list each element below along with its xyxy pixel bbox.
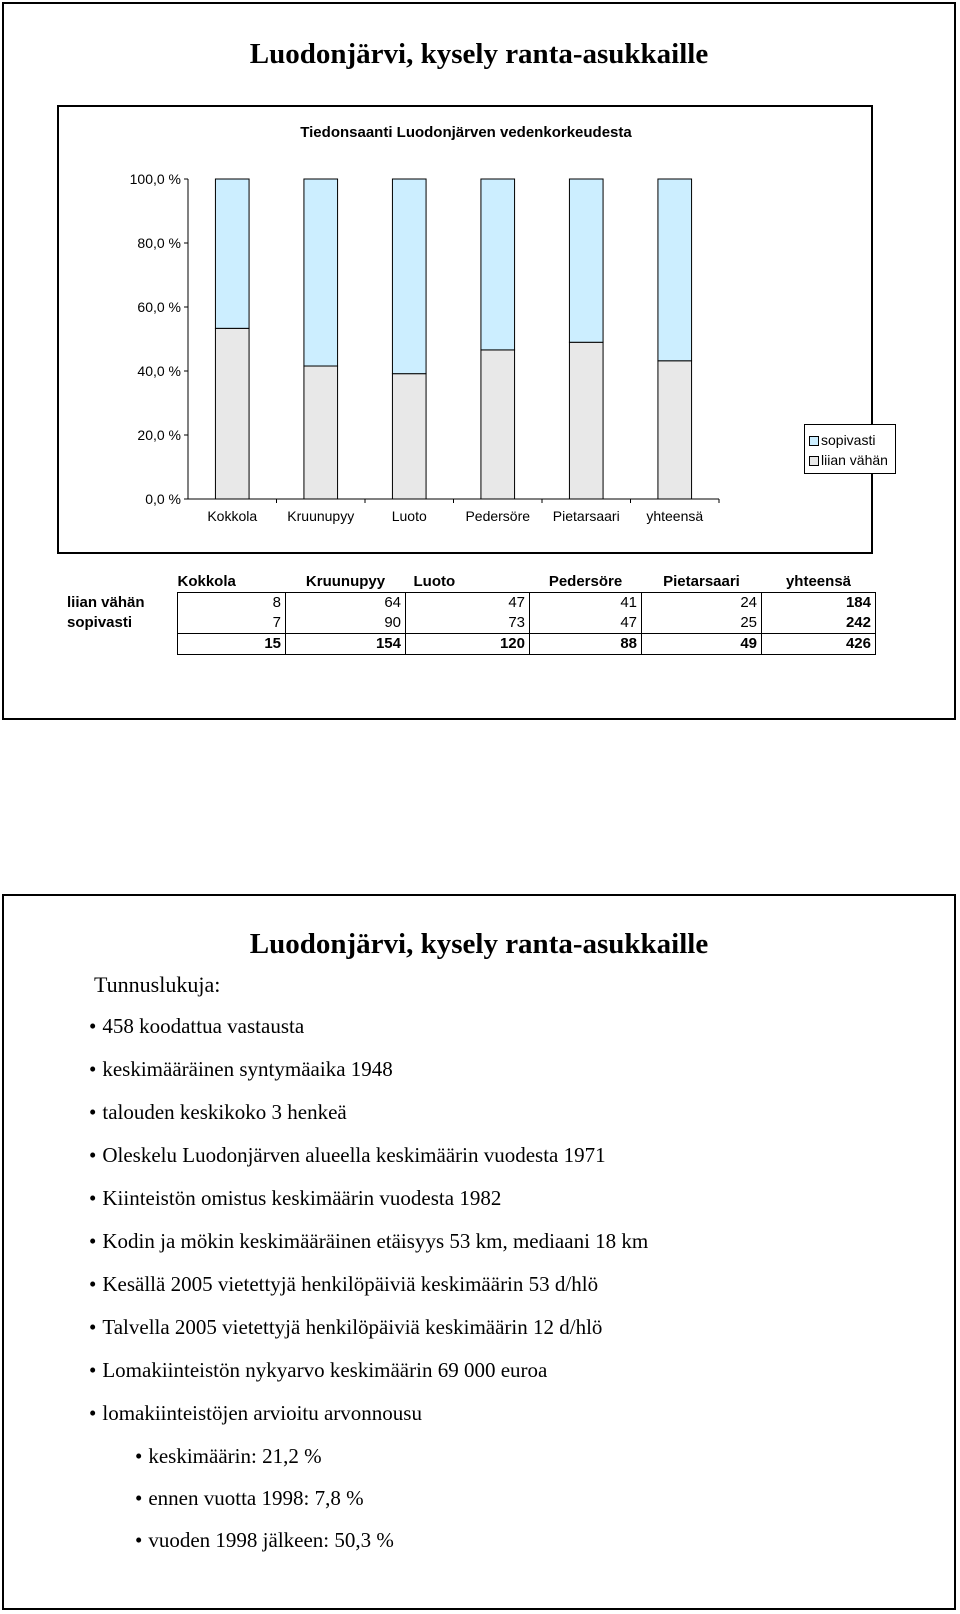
- x-tick-label: Luoto: [391, 508, 427, 524]
- x-tick-label: Kokkola: [207, 508, 258, 524]
- table-header-cell: Kokkola: [177, 573, 236, 590]
- legend-swatch: [809, 436, 819, 446]
- legend-label: sopivasti: [821, 432, 876, 448]
- chart-legend: [804, 424, 896, 474]
- bar-segment-pietarsaari-liian-vahan: [569, 342, 603, 499]
- key-figures-list: [89, 1012, 648, 1568]
- table-cell: 47: [406, 593, 530, 614]
- x-tick-label: Kruunupyy: [287, 508, 355, 524]
- table-cell: 73: [406, 613, 530, 634]
- table-header-row: [67, 572, 876, 593]
- slide-2: [2, 894, 956, 1610]
- table-cell: 64: [286, 593, 406, 614]
- list-item: • Talvella 2005 vietettyjä henkilöpäiviä keskimäärin 12 d/hlö: [89, 1313, 648, 1356]
- bar-segment-yhteensä-sopivasti: [658, 179, 692, 361]
- table-row-label: liian vähän: [67, 593, 145, 611]
- stacked-bar-chart: [59, 107, 871, 552]
- y-tick-label: 80,0 %: [137, 235, 181, 251]
- list-item: • 458 koodattua vastausta: [89, 1012, 648, 1055]
- bar-segment-kruunupyy-sopivasti: [304, 179, 338, 366]
- table-cell: 24: [642, 593, 762, 614]
- list-item: • talouden keskikoko 3 henkeä: [89, 1098, 648, 1141]
- table-total-cell: 15: [178, 634, 286, 655]
- legend-swatch: [809, 456, 819, 466]
- y-tick-label: 40,0 %: [137, 363, 181, 379]
- table-header-cell: yhteensä: [785, 573, 852, 590]
- x-tick-label: Pedersöre: [465, 508, 531, 524]
- table-total-row: [67, 634, 876, 655]
- list-item: • Kiinteistön omistus keskimäärin vuodesta 1982: [89, 1184, 648, 1227]
- list-item: • Lomakiinteistön nykyarvo keskimäärin 69 000 euroa: [89, 1356, 648, 1399]
- table-cell: 47: [530, 613, 642, 634]
- bar-segment-kruunupyy-liian-vahan: [304, 366, 338, 499]
- table-cell: 242: [762, 613, 876, 634]
- table-row: [67, 613, 876, 634]
- list-item: • Kodin ja mökin keskimääräinen etäisyys 53 km, mediaani 18 km: [89, 1227, 648, 1270]
- table-cell: 184: [762, 593, 876, 614]
- table-header-cell: Pedersöre: [548, 573, 623, 590]
- slide-1-title: Luodonjärvi, kysely ranta-asukkaille: [249, 38, 709, 70]
- bar-segment-pietarsaari-sopivasti: [569, 179, 603, 342]
- chart-title: Tiedonsaanti Luodonjärven vedenkorkeudesta: [300, 124, 632, 141]
- list-item: • keskimääräinen syntymäaika 1948: [89, 1055, 648, 1098]
- table-cell: 25: [642, 613, 762, 634]
- table-cell: 41: [530, 593, 642, 614]
- table-header-cell: Pietarsaari: [663, 573, 740, 590]
- chart-frame: [57, 105, 888, 554]
- bar-segment-kokkola-liian-vahan: [215, 328, 249, 499]
- list-item: • lomakiinteistöjen arvioitu arvonnousu: [89, 1399, 648, 1442]
- sub-list-item: • ennen vuotta 1998: 7,8 %: [89, 1484, 648, 1526]
- table-cell: 8: [178, 593, 286, 614]
- data-table: [67, 572, 876, 655]
- table-cell: 90: [286, 613, 406, 634]
- bar-segment-kokkola-sopivasti: [215, 179, 249, 328]
- bar-segment-luoto-liian-vahan: [392, 374, 426, 499]
- table-row-label: sopivasti: [67, 614, 133, 632]
- table-cell: 7: [178, 613, 286, 634]
- legend-item-liian-vahan: [809, 451, 888, 469]
- key-figures-heading: Tunnuslukuja:: [94, 972, 221, 997]
- bar-segment-yhteensä-liian-vahan: [658, 361, 692, 499]
- table-total-cell: 426: [762, 634, 876, 655]
- y-tick-label: 60,0 %: [137, 299, 181, 315]
- legend-item-sopivasti: [809, 431, 875, 449]
- table-total-cell: 88: [530, 634, 642, 655]
- bar-segment-luoto-sopivasti: [392, 179, 426, 374]
- y-tick-label: 100,0 %: [129, 171, 181, 187]
- x-tick-label: Pietarsaari: [552, 508, 620, 524]
- y-tick-label: 0,0 %: [145, 491, 181, 507]
- table-total-cell: 120: [406, 634, 530, 655]
- list-item: • Oleskelu Luodonjärven alueella keskimäärin vuodesta 1971: [89, 1141, 648, 1184]
- table-row: [67, 593, 876, 614]
- slide-1: [2, 2, 956, 720]
- list-item: • Kesällä 2005 vietettyjä henkilöpäiviä keskimäärin 53 d/hlö: [89, 1270, 648, 1313]
- x-tick-label: yhteensä: [646, 508, 704, 524]
- table-total-cell: 49: [642, 634, 762, 655]
- bar-segment-pedersöre-sopivasti: [481, 179, 515, 350]
- slide-2-title: Luodonjärvi, kysely ranta-asukkaille: [249, 928, 709, 960]
- table-header-cell: Luoto: [413, 573, 456, 590]
- sub-list-item: • keskimäärin: 21,2 %: [89, 1442, 648, 1484]
- table-total-cell: 154: [286, 634, 406, 655]
- table-header-cell: Kruunupyy: [305, 573, 386, 590]
- legend-label: liian vähän: [821, 452, 888, 468]
- bar-segment-pedersöre-liian-vahan: [481, 350, 515, 499]
- y-tick-label: 20,0 %: [137, 427, 181, 443]
- sub-list-item: • vuoden 1998 jälkeen: 50,3 %: [89, 1526, 648, 1568]
